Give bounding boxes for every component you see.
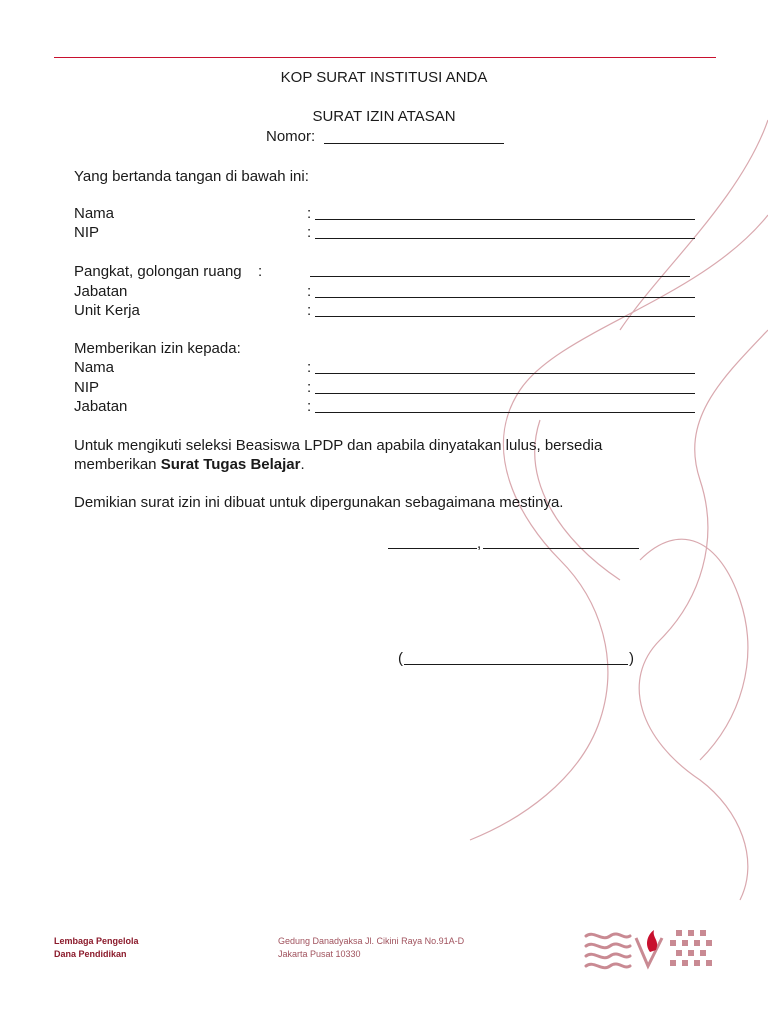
- signer-unit-label: Unit Kerja: [74, 302, 140, 319]
- letter-title: SURAT IZIN ATASAN: [312, 108, 456, 125]
- nomor-label: Nomor:: [266, 128, 316, 145]
- grantee-nama-label: Nama: [74, 359, 115, 376]
- colon: :: [307, 398, 312, 415]
- lpdp-logo-icon: [584, 926, 720, 972]
- colon: :: [307, 283, 312, 300]
- colon: :: [307, 302, 312, 319]
- body-line-1: Untuk mengikuti seleksi Beasiswa LPDP dan apabila dinyatakan lulus, bersedia: [74, 437, 603, 454]
- signer-nip-label: NIP: [74, 224, 100, 241]
- grantee-nama-blank: [315, 373, 695, 374]
- date-blank: [483, 548, 639, 549]
- signer-nama-label: Nama: [74, 205, 115, 222]
- signer-nama-blank: [315, 219, 695, 220]
- grantee-heading: Memberikan izin kepada:: [74, 340, 241, 357]
- header-rule: [54, 57, 716, 58]
- footer-org-line-1: Lembaga Pengelola: [54, 936, 139, 946]
- colon: :: [258, 263, 263, 280]
- grantee-jabatan-blank: [315, 412, 695, 413]
- signature-close-paren: ): [629, 650, 634, 667]
- colon: :: [307, 205, 312, 222]
- nomor-blank: [324, 143, 504, 144]
- body-line-2-suffix: .: [300, 456, 305, 473]
- footer-address: [278, 935, 464, 961]
- signer-pangkat-label: Pangkat, golongan ruang: [74, 263, 242, 280]
- colon: :: [307, 359, 312, 376]
- letterhead-placeholder: KOP SURAT INSTITUSI ANDA: [280, 69, 488, 86]
- grantee-nip-blank: [315, 393, 695, 394]
- grantee-jabatan-label: Jabatan: [74, 398, 128, 415]
- closing-text: Demikian surat izin ini dibuat untuk dipergunakan sebagaimana mestinya.: [74, 494, 564, 511]
- grantee-nip-label: NIP: [74, 379, 100, 396]
- signer-jabatan-label: Jabatan: [74, 283, 128, 300]
- signer-nip-blank: [315, 238, 695, 239]
- footer-org-line-2: Dana Pendidikan: [54, 949, 127, 959]
- body-line-2-prefix: memberikan: [74, 456, 161, 473]
- body-line-2: [74, 456, 305, 474]
- colon: :: [307, 224, 312, 241]
- intro-text: Yang bertanda tangan di bawah ini:: [74, 168, 309, 185]
- signer-jabatan-blank: [315, 297, 695, 298]
- surat-tugas-belajar-text: Surat Tugas Belajar: [160, 456, 301, 473]
- footer-address-line-2: Jakarta Pusat 10330: [278, 949, 361, 959]
- signer-pangkat-blank: [310, 276, 690, 277]
- footer-address-line-1: Gedung Danadyaksa Jl. Cikini Raya No.91A-D: [278, 936, 465, 946]
- signer-unit-blank: [315, 316, 695, 317]
- place-date-comma: ,: [477, 535, 482, 552]
- colon: :: [307, 379, 312, 396]
- signature-open-paren: (: [398, 650, 403, 667]
- signature-name-blank: [404, 664, 628, 665]
- footer-org: [54, 935, 139, 961]
- place-blank: [388, 548, 477, 549]
